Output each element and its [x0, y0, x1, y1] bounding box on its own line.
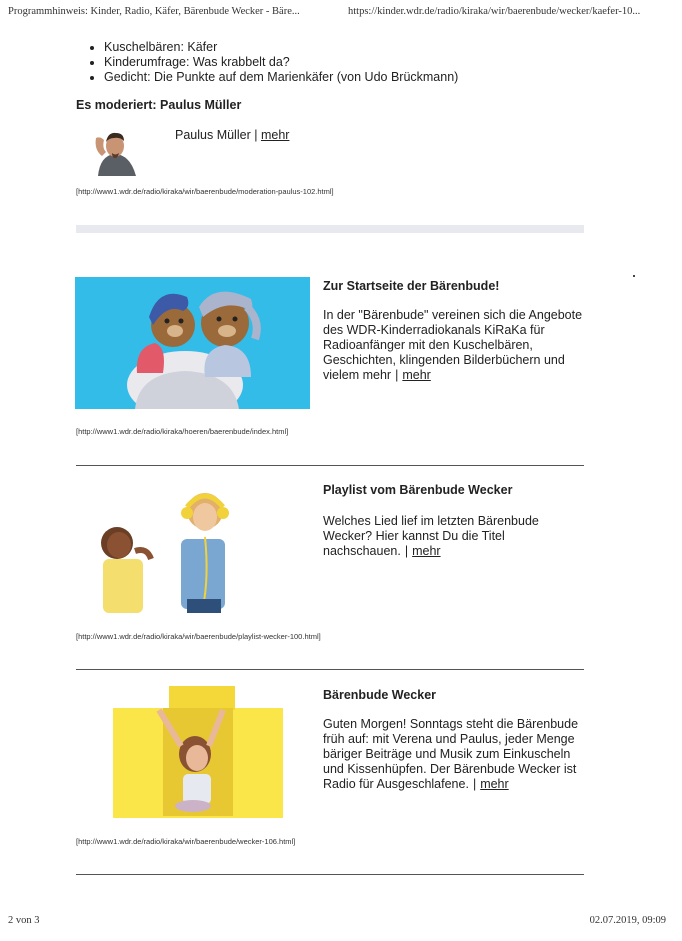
print-datetime: 02.07.2019, 09:09	[589, 915, 666, 926]
print-header-title: Programmhinweis: Kinder, Radio, Käfer, Bärenbude Wecker - Bäre...	[8, 6, 300, 17]
topic-item: • Kinderumfrage: Was krabbelt da?	[104, 55, 458, 70]
teaser-more-link[interactable]: mehr	[402, 368, 431, 382]
teaser-text	[323, 308, 585, 383]
teaser-more-link[interactable]: mehr	[480, 777, 509, 791]
teaser-text	[323, 717, 585, 792]
separator: |	[404, 544, 409, 558]
teaser-title: Bärenbude Wecker	[323, 688, 437, 702]
moderator-line	[175, 128, 289, 142]
wecker-box-image[interactable]	[113, 686, 283, 818]
divider-band	[76, 225, 584, 233]
teaser-url: [http://www1.wdr.de/radio/kiraka/hoeren/baerenbude/index.html]	[76, 427, 289, 436]
divider-line	[76, 465, 584, 466]
separator: |	[472, 777, 477, 791]
teaser-description: Guten Morgen! Sonntags steht die Bärenbude früh auf: mit Verena und Paulus, jeder Menge bäriger Beiträge und Musik zum Einkuscheln und Kissenhüpfen. Der Bärenbude Wecker ist Radio für Ausgeschlafene.	[323, 717, 579, 791]
divider-line	[76, 669, 584, 670]
teaser-url: [http://www1.wdr.de/radio/kiraka/wir/baerenbude/wecker-106.html]	[76, 837, 296, 846]
teaser-more-link[interactable]: mehr	[412, 544, 441, 558]
teaser-title: Playlist vom Bärenbude Wecker	[323, 483, 513, 497]
moderator-url: [http://www1.wdr.de/radio/kiraka/wir/baerenbude/moderation-paulus-102.html]	[76, 187, 334, 196]
teaser-description: In der "Bärenbude" vereinen sich die Angebote des WDR-Kinderradiokanals KiRaKa für Radioanfänger mit den Kuschelbären, Geschichten, klingenden Bilderbüchern und vielem mehr	[323, 308, 583, 382]
moderator-name: Paulus Müller	[175, 128, 251, 142]
moderator-more-link[interactable]: mehr	[260, 128, 290, 142]
divider-line	[76, 874, 584, 875]
moderator-photo	[84, 126, 144, 176]
print-header-url: https://kinder.wdr.de/radio/kiraka/wir/baerenbude/wecker/kaefer-10...	[348, 6, 641, 17]
speck-dot	[633, 275, 635, 277]
topic-item: • Kuschelbären: Käfer	[104, 40, 458, 55]
separator: |	[254, 128, 258, 142]
moderator-heading: Es moderiert: Paulus Müller	[76, 98, 242, 112]
print-footer	[8, 915, 674, 929]
teaser-description: Welches Lied lief im letzten Bärenbude Wecker? Hier kannst Du die Titel nachschauen.	[323, 514, 539, 558]
baerenbude-bears-image[interactable]	[75, 277, 310, 409]
playlist-kids-image[interactable]	[95, 487, 255, 613]
teaser-url: [http://www1.wdr.de/radio/kiraka/wir/baerenbude/playlist-wecker-100.html]	[76, 632, 321, 641]
separator: |	[395, 368, 399, 382]
teaser-text	[323, 514, 585, 559]
print-header	[8, 6, 674, 22]
teaser-title: Zur Startseite der Bärenbude!	[323, 279, 500, 293]
page-number: 2 von 3	[8, 915, 40, 926]
topic-item: • Gedicht: Die Punkte auf dem Marienkäfer (von Udo Brückmann)	[104, 70, 458, 85]
topic-list	[88, 40, 458, 85]
